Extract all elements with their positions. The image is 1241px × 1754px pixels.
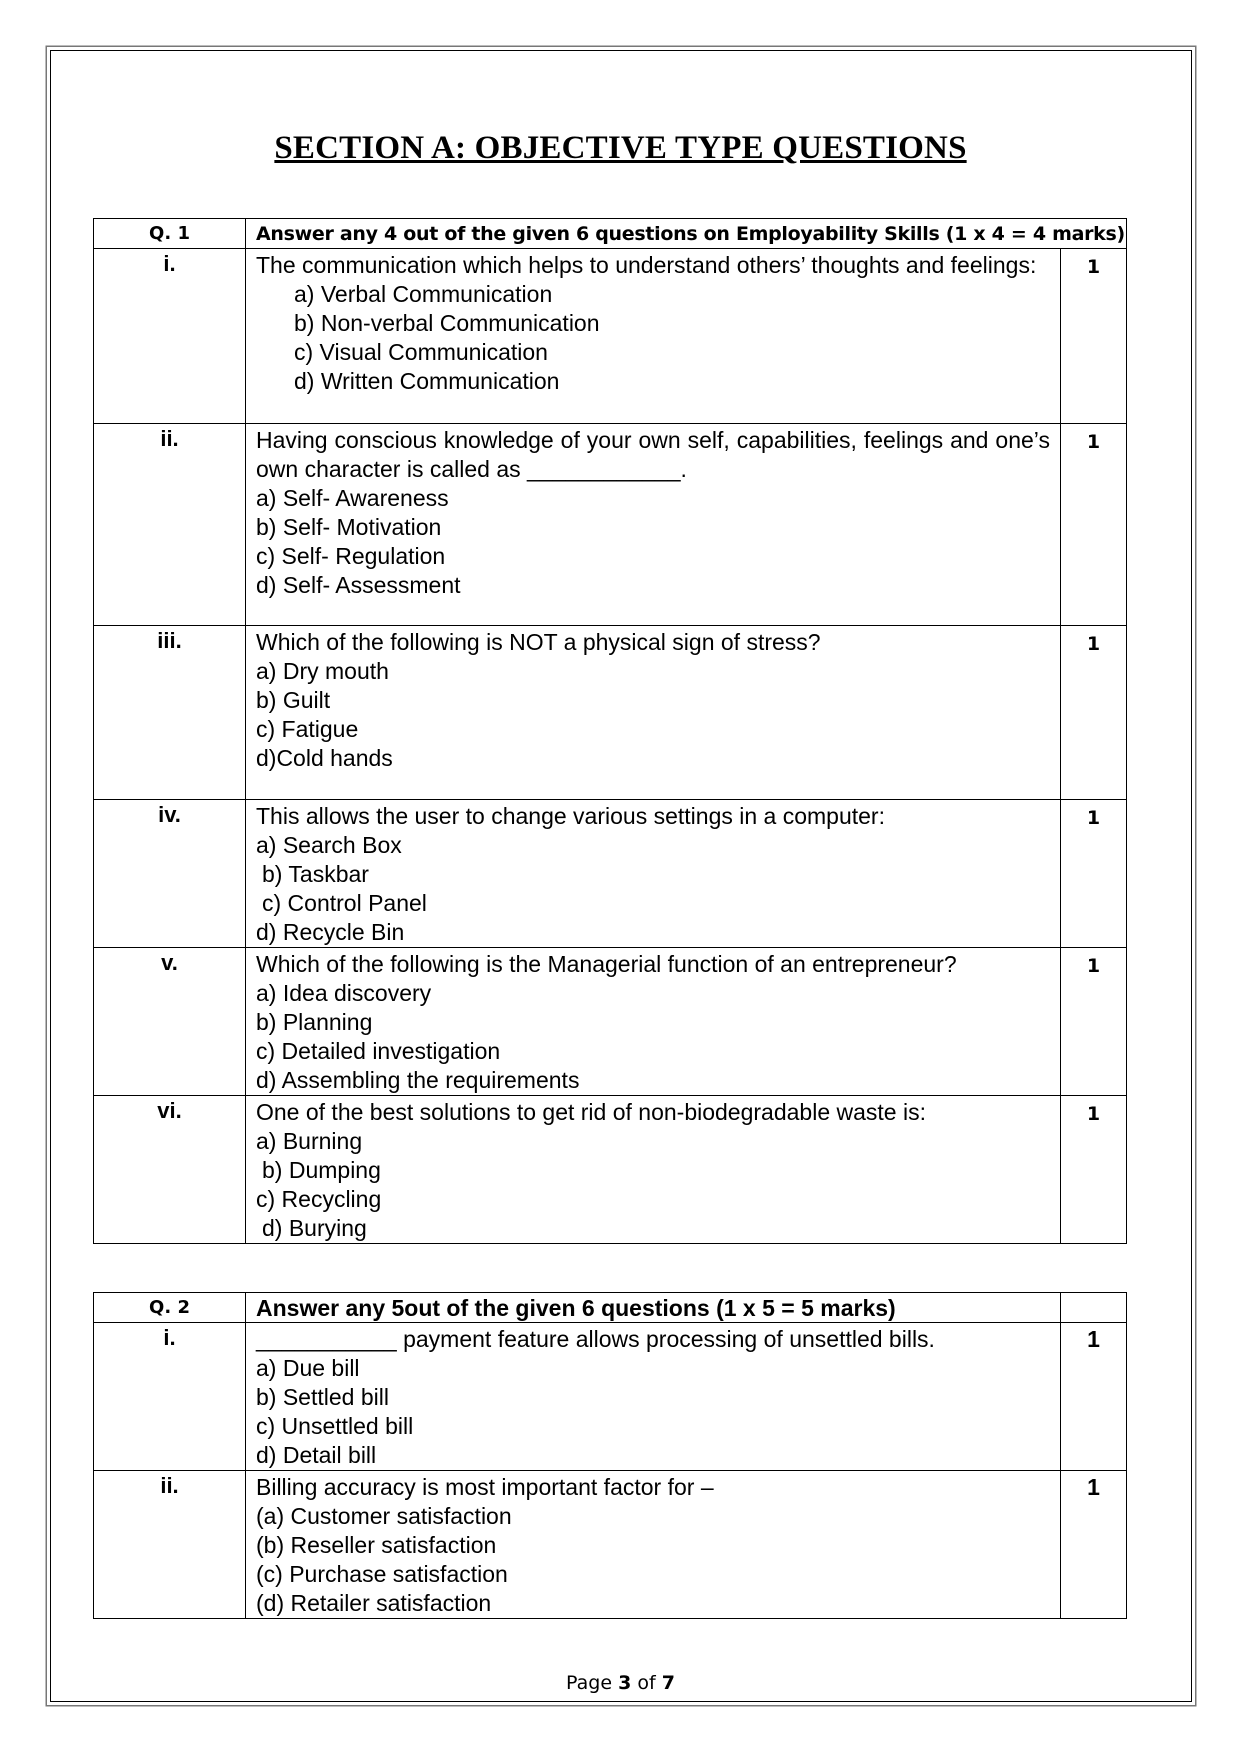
- q1-header-row: [94, 219, 1127, 249]
- question-cell: [246, 249, 1061, 424]
- marks: 1: [1060, 424, 1126, 626]
- option-c: c) Recycling: [256, 1186, 382, 1212]
- question-text: Having conscious knowledge of your own self, capabilities, feelings and one’s own character is called as ____________.: [256, 427, 1050, 482]
- question-text: Which of the following is the Managerial function of an entrepreneur?: [256, 951, 957, 977]
- question-text: ___________ payment feature allows processing of unsettled bills.: [256, 1326, 935, 1352]
- q1-table: [93, 218, 1127, 1244]
- question-number: ii.: [94, 1471, 246, 1619]
- table-row: [94, 800, 1127, 948]
- question-number: ii.: [94, 424, 246, 626]
- option-a: a) Dry mouth: [256, 658, 389, 684]
- option-c: c) Visual Communication: [294, 339, 548, 365]
- q2-number: Q. 2: [94, 1293, 246, 1323]
- option-b: b) Self- Motivation: [256, 514, 442, 540]
- marks: 1: [1060, 249, 1126, 424]
- q2-header-row: [94, 1293, 1127, 1323]
- question-cell: [246, 800, 1061, 948]
- option-a: a) Search Box: [256, 832, 402, 858]
- marks: 1: [1060, 948, 1126, 1096]
- option-d: d) Self- Assessment: [256, 572, 461, 598]
- section-title: SECTION A: OBJECTIVE TYPE QUESTIONS: [274, 130, 967, 166]
- footer-prefix: Page: [566, 1672, 619, 1694]
- option-b: b) Dumping: [262, 1157, 381, 1183]
- option-b: b) Guilt: [256, 687, 331, 713]
- option-b: (b) Reseller satisfaction: [256, 1532, 497, 1558]
- q1-number: Q. 1: [94, 219, 246, 249]
- q2-table: [93, 1292, 1127, 1619]
- question-cell: [246, 424, 1061, 626]
- question-text: One of the best solutions to get rid of non-biodegradable waste is:: [256, 1099, 926, 1125]
- footer-total-pages: 7: [661, 1672, 675, 1694]
- option-d: d) Written Communication: [294, 368, 560, 394]
- marks: 1: [1060, 626, 1126, 800]
- question-number: i.: [94, 249, 246, 424]
- option-c: c) Self- Regulation: [256, 543, 446, 569]
- marks: 1: [1060, 1096, 1126, 1244]
- question-number: i.: [94, 1323, 246, 1471]
- option-d: d)Cold hands: [256, 745, 393, 771]
- question-cell: [246, 626, 1061, 800]
- option-a: a) Burning: [256, 1128, 363, 1154]
- option-d: d) Detail bill: [256, 1442, 377, 1468]
- marks: 1: [1060, 800, 1126, 948]
- question-text: This allows the user to change various settings in a computer:: [256, 803, 885, 829]
- marks: 1: [1061, 1323, 1127, 1471]
- option-b: b) Settled bill: [256, 1384, 389, 1410]
- q2-instruction: Answer any 5out of the given 6 questions (1 x 5 = 5 marks): [246, 1293, 1061, 1323]
- table-row: [94, 249, 1127, 424]
- option-c: c) Unsettled bill: [256, 1413, 414, 1439]
- q1-instruction: Answer any 4 out of the given 6 questions on Employability Skills (1 x 4 = 4 marks): [246, 219, 1127, 249]
- option-a: a) Due bill: [256, 1355, 360, 1381]
- option-c: c) Control Panel: [262, 890, 427, 916]
- option-c: c) Detailed investigation: [256, 1038, 501, 1064]
- option-d: d) Assembling the requirements: [256, 1067, 580, 1093]
- option-b: b) Planning: [256, 1009, 373, 1035]
- table-row: [94, 1323, 1127, 1471]
- marks: 1: [1061, 1471, 1127, 1619]
- option-d: d) Recycle Bin: [256, 919, 405, 945]
- question-cell: [246, 1096, 1061, 1244]
- table-row: [94, 424, 1127, 626]
- question-cell: [246, 948, 1061, 1096]
- option-a: a) Verbal Communication: [294, 281, 553, 307]
- option-c: c) Fatigue: [256, 716, 359, 742]
- page-footer: [0, 1672, 1241, 1694]
- option-b: b) Non-verbal Communication: [294, 310, 600, 336]
- footer-current-page: 3: [618, 1672, 632, 1694]
- table-row: [94, 1471, 1127, 1619]
- question-text: Which of the following is NOT a physical sign of stress?: [256, 629, 821, 655]
- option-a: (a) Customer satisfaction: [256, 1503, 512, 1529]
- question-number: vi.: [94, 1096, 246, 1244]
- option-b: b) Taskbar: [262, 861, 369, 887]
- option-d: (d) Retailer satisfaction: [256, 1590, 492, 1616]
- question-number: iv.: [94, 800, 246, 948]
- table-row: [94, 626, 1127, 800]
- option-a: a) Idea discovery: [256, 980, 432, 1006]
- footer-middle: of: [631, 1672, 662, 1694]
- question-cell: [246, 1323, 1061, 1471]
- question-text: Billing accuracy is most important factor for –: [256, 1474, 714, 1500]
- option-d: d) Burying: [262, 1215, 367, 1241]
- question-number: iii.: [94, 626, 246, 800]
- question-number: v.: [94, 948, 246, 1096]
- option-a: a) Self- Awareness: [256, 485, 449, 511]
- table-row: [94, 1096, 1127, 1244]
- table-row: [94, 948, 1127, 1096]
- question-text: The communication which helps to understand others’ thoughts and feelings:: [256, 252, 1037, 278]
- option-c: (c) Purchase satisfaction: [256, 1561, 508, 1587]
- q2-header-marks: [1061, 1293, 1127, 1323]
- question-cell: [246, 1471, 1061, 1619]
